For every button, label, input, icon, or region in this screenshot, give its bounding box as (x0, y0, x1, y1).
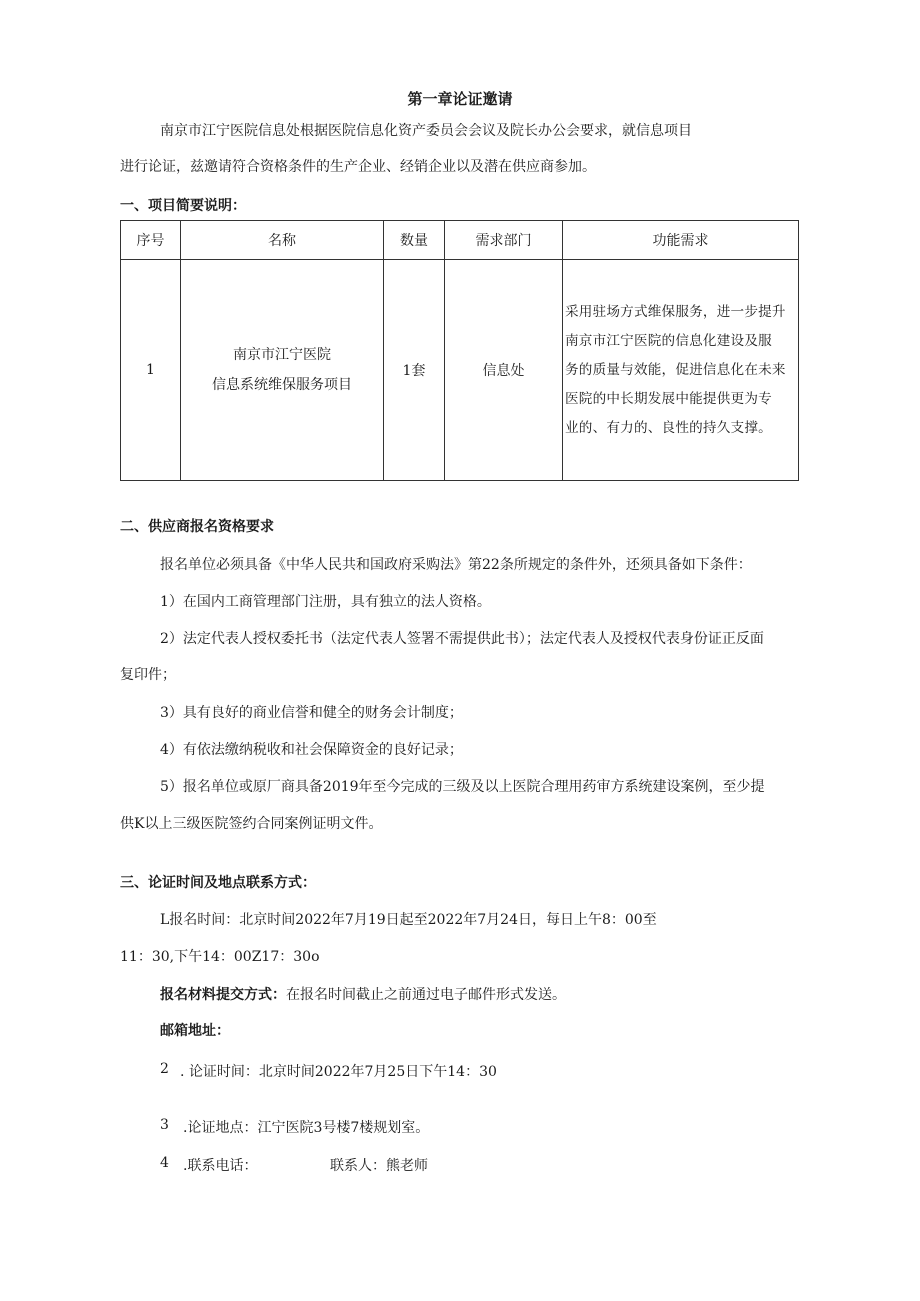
requirement-4: 4）有依法缴纳税收和社会保障资金的良好记录； (160, 742, 463, 758)
cell-name (181, 260, 384, 481)
cell-function-line: 采用驻场方式维保服务，进一步提升 (565, 303, 786, 320)
header-department: 需求部门 (445, 221, 563, 260)
requirement-5-line-1: 5）报名单位或原厂商具备2019年至今完成的三级及以上医院合理用药审方系统建设案例，至少提 (160, 779, 765, 795)
header-function: 功能需求 (563, 221, 799, 260)
requirement-3: 3）具有良好的商业信誉和健全的财务会计制度； (160, 705, 463, 721)
submit-text: 在报名时间截止之前通过电子邮件形式发送。 (286, 987, 566, 1003)
section2-intro: 报名单位必须具备《中华人民共和国政府采购法》第22条所规定的条件外，还须具备如下条件： (160, 557, 752, 573)
header-index: 序号 (121, 221, 181, 260)
requirement-2-line-2: 复印件； (120, 667, 176, 683)
item-3-text: .论证地点：江宁医院3号楼7楼规划室。 (183, 1120, 430, 1136)
requirement-2-line-1: 2）法定代表人授权委托书（法定代表人签署不需提供此书）；法定代表人及授权代表身份证正反面 (160, 631, 764, 647)
project-table (120, 220, 799, 481)
cell-name-line-1: 南京市江宁医院 (233, 347, 331, 363)
requirement-1: 1）在国内工商管理部门注册，具有独立的法人资格。 (160, 594, 491, 610)
table-header-row (121, 221, 799, 260)
contact-person: 联系人：熊老师 (330, 1158, 428, 1174)
cell-function (563, 260, 799, 481)
item-4-text: .联系电话： (183, 1158, 258, 1174)
requirement-5-line-2: 供K以上三级医院签约合同案例证明文件。 (120, 816, 383, 832)
header-name: 名称 (181, 221, 384, 260)
submit-label: 报名材料提交方式： (160, 987, 286, 1003)
item-3-number: 3 (160, 1117, 169, 1133)
table-row (121, 260, 799, 481)
section1-heading: 一、项目简要说明： (120, 198, 246, 214)
email-label: 邮箱地址： (160, 1023, 230, 1039)
cell-quantity: 1套 (384, 260, 445, 481)
cell-department: 信息处 (445, 260, 563, 481)
cell-function-line: 业的、有力的、良性的持久支撑。 (565, 419, 772, 436)
item-4-number: 4 (160, 1155, 169, 1171)
cell-index: 1 (121, 260, 181, 481)
cell-function-line: 南京市江宁医院的信息化建设及服 (565, 332, 772, 349)
intro-line-1: 南京市江宁医院信息处根据医院信息化资产委员会会议及院长办公会要求，就信息项目 (160, 123, 692, 139)
intro-line-2: 进行论证，兹邀请符合资格条件的生产企业、经销企业以及潜在供应商参加。 (120, 159, 596, 175)
section3-heading: 三、论证时间及地点联系方式： (120, 875, 316, 891)
page-title: 第一章论证邀请 (407, 90, 513, 108)
cell-name-line-2: 信息系统维保服务项目 (212, 377, 352, 393)
submit-method (160, 984, 566, 1004)
header-quantity: 数量 (384, 221, 445, 260)
cell-function-line: 务的质量与效能，促进信息化在未来 (565, 361, 786, 378)
item-1-line-2: 11：30,下午14：00Z17：30o (120, 949, 320, 965)
item-2-number: 2 (160, 1061, 169, 1077)
item-1-line-1: L报名时间：北京时间2022年7月19日起至2022年7月24日，每日上午8：00至 (160, 912, 657, 928)
cell-function-line: 医院的中长期发展中能提供更为专 (565, 390, 772, 407)
section2-heading: 二、供应商报名资格要求 (120, 519, 274, 535)
item-2-text: . 论证时间：北京时间2022年7月25日下午14：30 (180, 1064, 497, 1080)
